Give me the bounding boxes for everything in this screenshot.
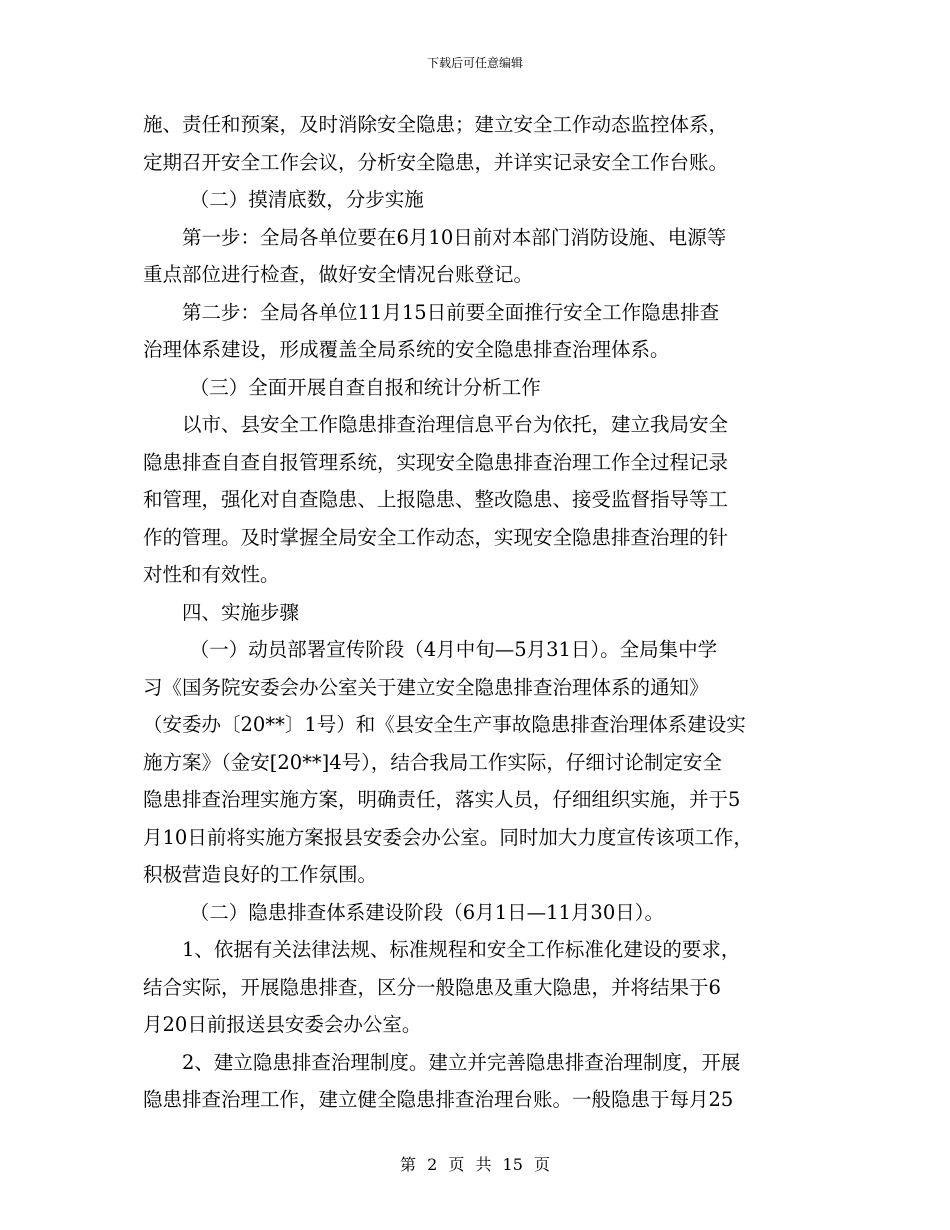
paragraph-line: （一）动员部署宣传阶段（4月中旬—5月31日）。全局集中学 (189, 638, 718, 661)
paragraph-line: 第一步：全局各单位要在6月10日前对本部门消防设施、电源等 (182, 225, 727, 249)
document-body (143, 106, 808, 1119)
paragraph-line: 1、依据有关法律法规、标准规程和安全工作标准化建设的要求， (182, 938, 741, 961)
section-heading: （三）全面开展自查自报和统计分析工作 (189, 375, 541, 399)
paragraph-line: 月20日前报送县安委会办公室。 (143, 1013, 422, 1036)
paragraph-line: 习《国务院安委会办公室关于建立安全隐患排查治理体系的通知》 (143, 675, 709, 699)
paragraph-line: 积极营造良好的工作氛围。 (143, 863, 378, 886)
paragraph-line: 月10日前将实施方案报县安委会办公室。同时加大力度宣传该项工作， (143, 825, 753, 849)
paragraph-line: 施方案》（金安[20**]4号），结合我局工作实际，仔细讨论制定安全 (143, 750, 722, 774)
page-header: 下载后可任意编辑 (426, 56, 523, 70)
paragraph-line: 和管理，强化对自查隐患、上报隐患、整改隐患、接受监督指导等工 (143, 488, 729, 511)
paragraph-line: 2、建立隐患排查治理制度。建立并完善隐患排查治理制度，开展 (182, 1050, 741, 1074)
paragraph-line: 对性和有效性。 (143, 563, 280, 586)
section-heading: （二）摸清底数，分步实施 (189, 188, 424, 211)
paragraph-line: 隐患排查治理实施方案，明确责任，落实人员，仔细组织实施，并于5 (143, 788, 741, 811)
paragraph-line: 作的管理。及时掌握全局安全工作动态，实现安全隐患排查治理的针 (143, 525, 729, 549)
paragraph-line: 定期召开安全工作会议，分析安全隐患，并详实记录安全工作台账。 (143, 150, 729, 174)
paragraph-line: 以市、县安全工作隐患排查治理信息平台为依托，建立我局安全 (182, 413, 729, 436)
paragraph-line: 施、责任和预案，及时消除安全隐患；建立安全工作动态监控体系， (143, 113, 729, 136)
section-heading: 四、实施步骤 (182, 600, 300, 624)
paragraph-line: 隐患排查治理工作，建立健全隐患排查治理台账。一般隐患于每月25 (143, 1088, 734, 1111)
paragraph-line: 结合实际，开展隐患排查，区分一般隐患及重大隐患，并将结果于6 (143, 975, 721, 999)
page-footer: 第 2 页 共 15 页 (400, 1155, 550, 1174)
paragraph-line: 治理体系建设，形成覆盖全局系统的安全隐患排查治理体系。 (143, 338, 670, 361)
section-heading: （二）隐患排查体系建设阶段（6月1日—11月30日）。 (189, 900, 664, 924)
paragraph-line: 第二步：全局各单位11月15日前要全面推行安全工作隐患排查 (182, 300, 720, 324)
paragraph-line: 重点部位进行检查，做好安全情况台账登记。 (143, 263, 534, 286)
paragraph-line: （安委办〔20**〕1号）和《县安全生产事故隐患排查治理体系建设实 (143, 713, 746, 736)
paragraph-line: 隐患排查自查自报管理系统，实现安全隐患排查治理工作全过程记录 (143, 450, 729, 474)
